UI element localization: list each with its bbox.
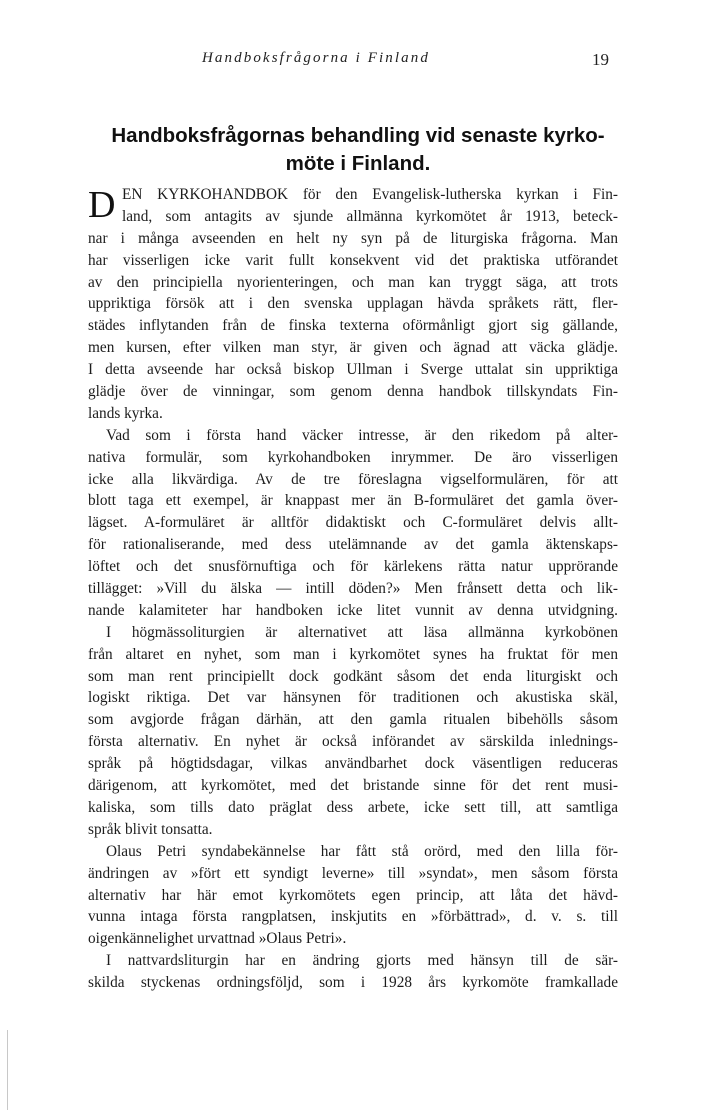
text-line: som man rent principiellt dock godkänt såsom det enda liturgiskt och [88,667,618,685]
text-line: logiskt riktiga. Det var hänsynen för traditionen och akustiska skäl, [88,689,618,707]
text-line: blott taga ett exempel, är knappast mer än B-formuläret det gamla över- [88,492,618,510]
text-line: lands kyrka. [88,404,163,422]
running-head: Handboksfrågorna i Finland [202,50,430,66]
text-line: icke alla likvärdiga. Av de tre föreslagna vigselformulären, för att [88,470,618,488]
first-paragraph-start [88,184,618,228]
text-line: första alternativ. En nyhet är också införandet av särskilda inlednings- [88,733,618,751]
page-number: 19 [592,50,609,69]
text-line: av den principiella nyorienteringen, och man kan tryggt säga, att trots [88,273,618,291]
text-line: alternativ har här emot kyrkomötets egen princip, att låta det hävd- [88,886,618,904]
text-line: nativa formulär, som kyrkohandboken inrymmer. De äro visserligen [88,448,618,466]
text-line [88,425,618,447]
text-line: löftet och det snusförnuftiga och för kärlekens rätta natur upprörande [88,558,618,576]
text-line: nande kalamiteter har handboken icke litet vunnit av denna utvidgning. [88,601,618,619]
text-line: lägset. A-formuläret är alltför didaktiskt och C-formuläret delvis allt- [88,514,618,532]
drop-cap: D [88,184,116,226]
text-line: I detta avseende har också biskop Ullman i Sverge uttalat sin uppriktiga [88,361,618,379]
text-line: språk blivit tonsatta. [88,820,213,838]
title-line: Handboksfrågornas behandling vid senaste kyrko- [111,124,605,147]
text-line-content: I nattvardsliturgin har en ändring gjorts med hänsyn till de sär- [106,952,618,970]
text-line: uppriktiga försök att i den svenska upplagan hävda språkets rätt, fler- [88,295,618,313]
title-line: möte i Finland. [285,152,431,175]
text-line: nar i många avseenden en helt ny syn på de liturgiska frågorna. Man [88,229,618,247]
text-line: oigenkännelighet urvattnad »Olaus Petri». [88,930,347,948]
text-line: som avgjorde frågan därhän, att den gamla ritualen bibehölls såsom [88,711,618,729]
text-line: för rationaliserande, med dess utelämnande av det gamla äktenskaps- [88,536,618,554]
text-line: land, som antagits av sjunde allmänna kyrkomötet år 1913, beteck- [122,207,618,225]
text-line-content: Vad som i första hand väcker intresse, är den rikedom på alter- [106,426,618,444]
article-title [88,122,628,178]
text-line: tillägget: »Vill du älska — intill döden?» Men frånsett detta och lik- [88,580,618,598]
text-line: kaliska, som tills dato präglat dess arbete, icke sett till, att samtliga [88,798,618,816]
text-line [88,841,618,863]
text-line: har visserligen icke varit fullt konsekvent vid det praktiska utförandet [88,251,618,269]
text-line-content: Olaus Petri syndabekännelse har fått stå orörd, med den lilla för- [106,842,618,860]
text-line [88,622,618,644]
text-line: skilda styckenas ordningsföljd, som i 1928 års kyrkomöte framkallade [88,974,618,992]
text-line: städes inflytanden från de finska texterna oförmånligt gjort sig gällande, [88,317,618,335]
text-line: ändringen av »fört ett syndigt leverne» till »syndat», men såsom första [88,864,618,882]
text-line: men kursen, efter vilken man styr, är given och ägnad att väcka glädje. [88,339,618,357]
page-edge-rule [7,1030,8,1110]
text-line: EN KYRKOHANDBOK för den Evangelisk-lutherska kyrkan i Fin- [122,186,618,203]
text-line: vunna intaga första rangplatsen, inskjutits en »förbättrad», d. v. s. till [88,908,618,926]
text-line-content: I högmässoliturgien är alternativet att läsa allmänna kyrkobönen [106,623,618,641]
article-body [88,184,618,994]
text-line: från altaret en nyhet, som man i kyrkomötet synes ha fruktat för men [88,645,618,663]
text-line [88,950,618,972]
text-line: språk på högtidsdagar, vilkas användbarhet dock väsentligen reduceras [88,755,618,773]
text-line: glädje över de vinningar, som genom denna handbok tillskyndats Fin- [88,383,618,401]
text-line: därigenom, att kyrkomötet, med det bristande sinne för det rent musi- [88,777,618,795]
